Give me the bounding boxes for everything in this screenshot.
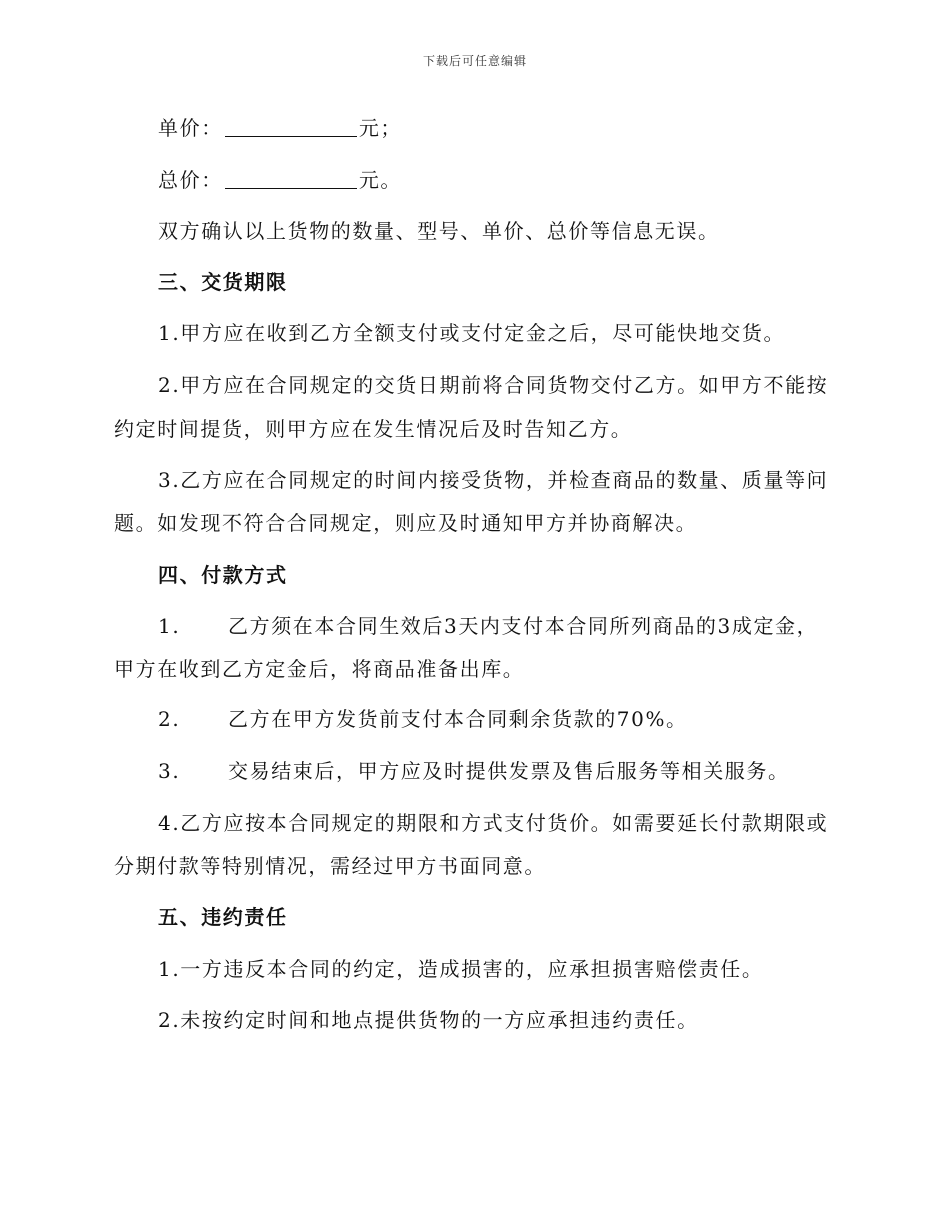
unit-price-line xyxy=(158,114,878,142)
section-5-heading: 五、违约责任 xyxy=(158,905,288,929)
total-price-unit: 元。 xyxy=(358,168,403,192)
total-price-blank xyxy=(225,168,357,189)
section-3-heading: 三、交货期限 xyxy=(158,270,288,294)
section-3-item-2-line-1: 2.甲方应在合同规定的交货日期前将合同货物交付乙方。如甲方不能按 xyxy=(158,373,829,397)
section-4-item-3-text: 交易结束后，甲方应及时提供发票及售后服务等相关服务。 xyxy=(228,759,790,783)
section-4-item-2-text: 乙方在甲方发货前支付本合同剩余货款的70%。 xyxy=(228,707,688,731)
section-4-item-2-number: 2. xyxy=(158,707,181,731)
section-4-item-1-line-2: 甲方在收到乙方定金后，将商品准备出库。 xyxy=(114,657,525,681)
unit-price-unit: 元； xyxy=(358,116,403,140)
unit-price-label: 单价： xyxy=(158,116,223,140)
section-4-item-4-line-1: 4.乙方应按本合同规定的期限和方式支付货价。如需要延长付款期限或 xyxy=(158,811,829,835)
section-4-item-1-number: 1. xyxy=(158,614,181,638)
section-4-item-4-line-2: 分期付款等特别情况，需经过甲方书面同意。 xyxy=(114,854,546,878)
unit-price-blank xyxy=(225,116,357,137)
section-4-item-3-number: 3. xyxy=(158,759,181,783)
section-3-item-1: 1.甲方应在收到乙方全额支付或支付定金之后，尽可能快地交货。 xyxy=(158,321,786,345)
section-4-item-1-line-1 xyxy=(158,612,878,640)
section-5-item-2: 2.未按约定时间和地点提供货物的一方应承担违约责任。 xyxy=(158,1008,699,1032)
section-4-heading: 四、付款方式 xyxy=(158,563,288,587)
section-5-item-1: 1.一方违反本合同的约定，造成损害的，应承担损害赔偿责任。 xyxy=(158,957,764,981)
section-3-item-2-line-2: 约定时间提货，则甲方应在发生情况后及时告知乙方。 xyxy=(114,417,633,441)
section-4-item-2 xyxy=(158,705,878,733)
confirm-paragraph: 双方确认以上货物的数量、型号、单价、总价等信息无误。 xyxy=(158,219,720,243)
total-price-label: 总价： xyxy=(158,168,223,192)
page-header: 下载后可任意编辑 xyxy=(422,54,527,68)
section-4-item-1-text: 乙方须在本合同生效后3天内支付本合同所列商品的3成定金， xyxy=(228,614,819,638)
section-4-item-3 xyxy=(158,757,878,785)
total-price-line xyxy=(158,166,878,194)
section-3-item-3-line-1: 3.乙方应在合同规定的时间内接受货物，并检查商品的数量、质量等问 xyxy=(158,468,829,492)
section-3-item-3-line-2: 题。如发现不符合合同规定，则应及时通知甲方并协商解决。 xyxy=(114,511,698,535)
